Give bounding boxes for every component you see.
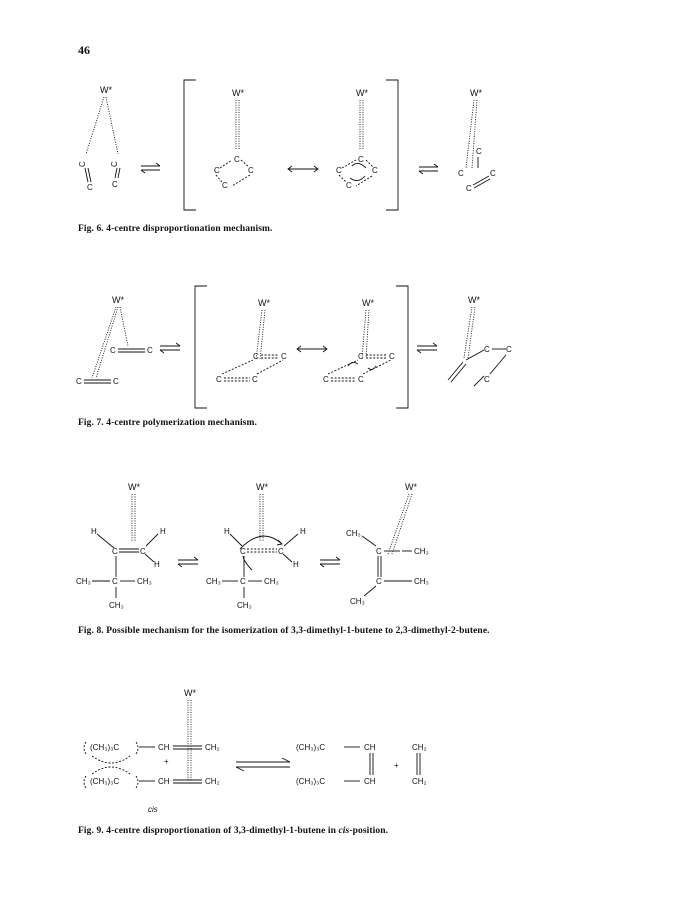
hydrogen-label: H: [300, 527, 306, 536]
carbon-label: C: [389, 352, 395, 361]
figure-6-caption: [78, 224, 273, 234]
carbon-label: C: [222, 181, 228, 190]
caption-label: Fig. 8.: [78, 626, 104, 636]
caption-italic: cis: [338, 826, 350, 836]
w-star-label: W*: [184, 688, 196, 698]
tert-butyl-label: (CH₃)₃C: [90, 743, 120, 752]
caption-label: Fig. 7.: [78, 418, 104, 428]
fig7-structure-product: [448, 295, 512, 386]
bracket-left: [184, 80, 196, 210]
figure-8-caption: [78, 626, 490, 636]
carbon-label: C: [372, 166, 378, 175]
w-star-label: W*: [128, 482, 140, 492]
ch-label: CH: [158, 777, 170, 786]
w-star-label: W*: [256, 482, 268, 492]
carbon-label: C: [358, 352, 364, 361]
w-star-label: W*: [100, 85, 112, 95]
carbon-label: C: [376, 577, 382, 586]
resonance-arrow: [297, 346, 327, 352]
methyl-label: CH₃: [137, 577, 152, 586]
methyl-label: CH₃: [414, 547, 429, 556]
w-star-label: W*: [362, 298, 374, 308]
carbon-label: C: [376, 547, 382, 556]
methyl-label: CH₃: [414, 577, 429, 586]
fig7-structure-transition-1: [216, 298, 287, 384]
hydrogen-label: H: [160, 527, 166, 536]
carbon-label: C: [110, 346, 116, 355]
bracket-curve: [84, 742, 86, 754]
w-star-label: W*: [112, 295, 124, 305]
page-number: 46: [78, 43, 90, 57]
carbon-label: C: [484, 375, 490, 384]
bracket-right: [386, 80, 398, 210]
carbon-label: C: [358, 375, 364, 384]
ch-label: CH: [364, 743, 376, 752]
methyl-label: CH₃: [109, 601, 124, 610]
electron-arrow: [352, 163, 366, 168]
carbon-label: C: [214, 166, 220, 175]
caption-label: Fig. 9.: [78, 826, 104, 836]
carbon-label: C: [323, 375, 329, 384]
equilibrium-arrow: [178, 557, 198, 567]
fig6-structure-product: [458, 88, 496, 193]
equilibrium-arrow: [419, 164, 438, 174]
fig8-structure-reactant: [76, 482, 166, 610]
bracket-curve: [136, 776, 138, 788]
carbon-label: C: [253, 352, 259, 361]
bracket-curve: [136, 742, 138, 754]
equilibrium-arrow: [320, 557, 340, 567]
hydrogen-label: H: [154, 560, 160, 569]
carbon-label: C: [112, 547, 118, 556]
caption-label: Fig. 6.: [78, 224, 104, 234]
figure-8-diagram: [0, 474, 680, 624]
tert-butyl-label: (CH₃)₃C: [296, 743, 326, 752]
fig9-structure-reactant: [84, 688, 220, 814]
carbon-label: C: [458, 169, 464, 178]
fig7-structure-transition-2: [323, 298, 395, 384]
hydrogen-label: H: [224, 527, 230, 536]
equilibrium-arrow-long: [236, 758, 290, 771]
figure-6-diagram: [0, 70, 680, 230]
carbon-label: C: [252, 375, 258, 384]
ch2-label: CH₂: [412, 777, 427, 786]
carbon-label: C: [78, 161, 87, 167]
methyl-label: CH₃: [264, 577, 279, 586]
ch-label: CH: [158, 743, 170, 752]
equilibrium-arrow: [160, 343, 180, 353]
ch2-label: CH₂: [205, 777, 220, 786]
w-star-label: W*: [468, 295, 480, 305]
figure-9-caption: [78, 826, 388, 836]
electron-arrow: [240, 536, 282, 549]
carbon-label: C: [476, 147, 482, 156]
fig8-structure-product: [346, 482, 429, 606]
carbon-label: C: [234, 155, 240, 164]
electron-arrow: [348, 362, 358, 366]
fig7-structure-reactant: [76, 295, 153, 386]
carbon-label: C: [147, 346, 153, 355]
ch2-label: CH₂: [412, 743, 427, 752]
steric-overlap-curve: [92, 767, 130, 774]
carbon-label: C: [358, 155, 364, 164]
carbon-label: C: [336, 166, 342, 175]
w-star-label: W*: [405, 482, 417, 492]
carbon-label: C: [216, 375, 222, 384]
caption-text: 4-centre polymerization mechanism.: [106, 418, 257, 428]
bracket-left: [195, 286, 207, 408]
tert-butyl-label: (CH₃)₃C: [296, 777, 326, 786]
methyl-label: CH₃: [76, 577, 91, 586]
electron-arrow: [368, 366, 376, 370]
hydrogen-label: H: [91, 527, 97, 536]
steric-overlap-curve: [92, 756, 130, 763]
fig6-structure-reactant: [78, 85, 120, 192]
carbon-label: C: [113, 377, 119, 386]
carbon-label: C: [506, 345, 512, 354]
carbon-label: C: [484, 345, 490, 354]
methyl-label: CH₃: [346, 529, 361, 538]
carbon-label: C: [278, 547, 284, 556]
carbon-label: C: [87, 183, 93, 192]
plus-sign: +: [164, 757, 169, 766]
methyl-label: CH₃: [237, 601, 252, 610]
caption-text-end: -position.: [349, 826, 389, 836]
fig9-structure-product: [296, 743, 427, 786]
carbon-label: C: [112, 180, 118, 189]
bracket-right: [396, 286, 408, 408]
hydrogen-label: H: [293, 560, 299, 569]
resonance-arrow: [288, 166, 318, 172]
plus-sign: +: [394, 761, 399, 770]
carbon-label: C: [248, 166, 254, 175]
caption-text: 4-centre disproportionation of 3,3-dimethyl-1-butene in: [106, 826, 336, 836]
figure-7-diagram: [0, 280, 680, 420]
w-star-label: W*: [232, 88, 244, 98]
fig6-structure-transition-2: [336, 88, 378, 190]
carbon-label: C: [140, 547, 146, 556]
cis-label: cis: [148, 805, 158, 814]
figure-9-diagram: [0, 680, 680, 830]
w-star-label: W*: [356, 88, 368, 98]
carbon-label: C: [240, 577, 246, 586]
equilibrium-arrow: [141, 163, 160, 173]
carbon-label: C: [466, 184, 472, 193]
carbon-label: C: [490, 169, 496, 178]
carbon-label: C: [76, 377, 82, 386]
caption-text: Possible mechanism for the isomerization of 3,3-dimethyl-1-butene to 2,3-dimethyl-2-butene.: [106, 626, 490, 636]
carbon-label: C: [346, 181, 352, 190]
ch-label: CH: [364, 777, 376, 786]
electron-arrow: [350, 176, 365, 181]
w-star-label: W*: [470, 88, 482, 98]
bracket-curve: [84, 776, 86, 788]
figure-7-caption: [78, 418, 257, 428]
equilibrium-arrow: [417, 343, 437, 353]
carbon-label: C: [281, 352, 287, 361]
fig6-structure-transition-1: [214, 88, 254, 190]
ch2-label: CH₂: [205, 743, 220, 752]
carbon-label: C: [112, 577, 118, 586]
methyl-label: CH₃: [206, 577, 221, 586]
carbon-label: C: [240, 547, 246, 556]
tert-butyl-label: (CH₃)₃C: [90, 777, 120, 786]
caption-text: 4-centre disproportionation mechanism.: [106, 224, 273, 234]
methyl-label: CH₃: [350, 597, 365, 606]
fig8-structure-transition: [206, 482, 306, 610]
w-star-label: W*: [258, 298, 270, 308]
carbon-label: C: [110, 161, 119, 167]
